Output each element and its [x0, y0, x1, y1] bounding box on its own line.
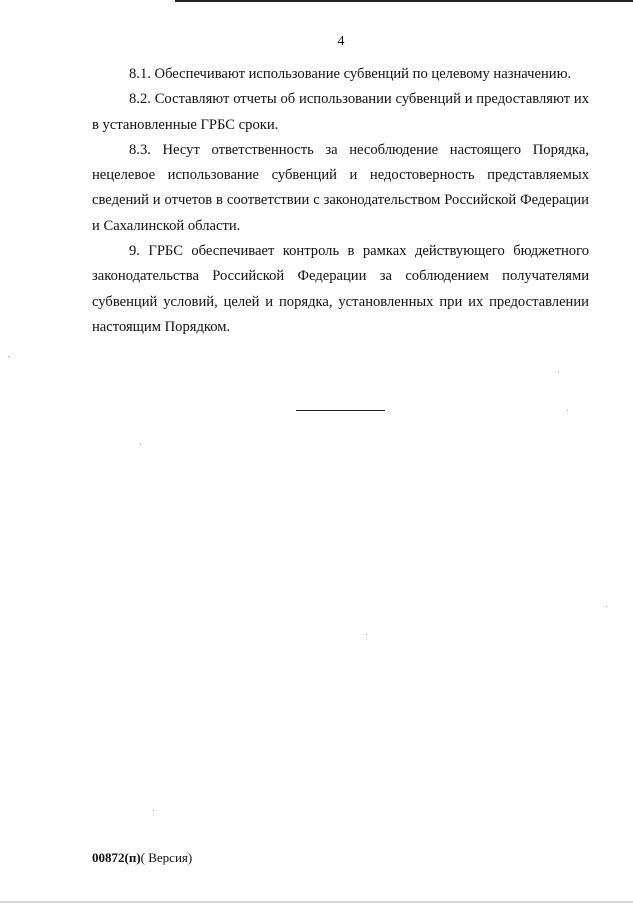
paragraph-9: 9. ГРБС обеспечивает контроль в рамках действующего бюджетного законодательства Российской Федерации за соблюдением получателями субвенций условий, целей и порядка, установленных при их предоставлении настоящим Порядком. [92, 243, 589, 335]
top-border-line [175, 0, 633, 2]
page-number: 4 [337, 34, 345, 49]
paragraph-8-2: 8.2. Составляют отчеты об использовании субвенций и предоставляют их в установленные ГРБС сроки. [92, 91, 589, 133]
document-body [92, 62, 589, 340]
bottom-border-line [0, 901, 633, 903]
document-code: 00872(п) [92, 850, 141, 865]
scan-speck [567, 410, 568, 411]
scan-speck [558, 372, 559, 373]
scan-speck [606, 606, 607, 607]
scan-speck [8, 356, 9, 357]
end-of-text-line [296, 410, 385, 411]
paragraph-8-1: 8.1. Обеспечивают использование субвенций по целевому назначению. [129, 66, 572, 82]
scan-speck [140, 444, 141, 445]
scan-speck [366, 634, 367, 635]
document-version: ( Версия) [140, 850, 193, 865]
paragraph-8-3: 8.3. Несут ответственность за несоблюдение настоящего Порядка, нецелевое использование субвенций и недостоверность представляемых сведений и отчетов в соответствии с законодательством Российской Федерации и Сахалинской области. [92, 141, 589, 234]
scan-speck [153, 810, 154, 811]
document-footer [92, 850, 192, 866]
